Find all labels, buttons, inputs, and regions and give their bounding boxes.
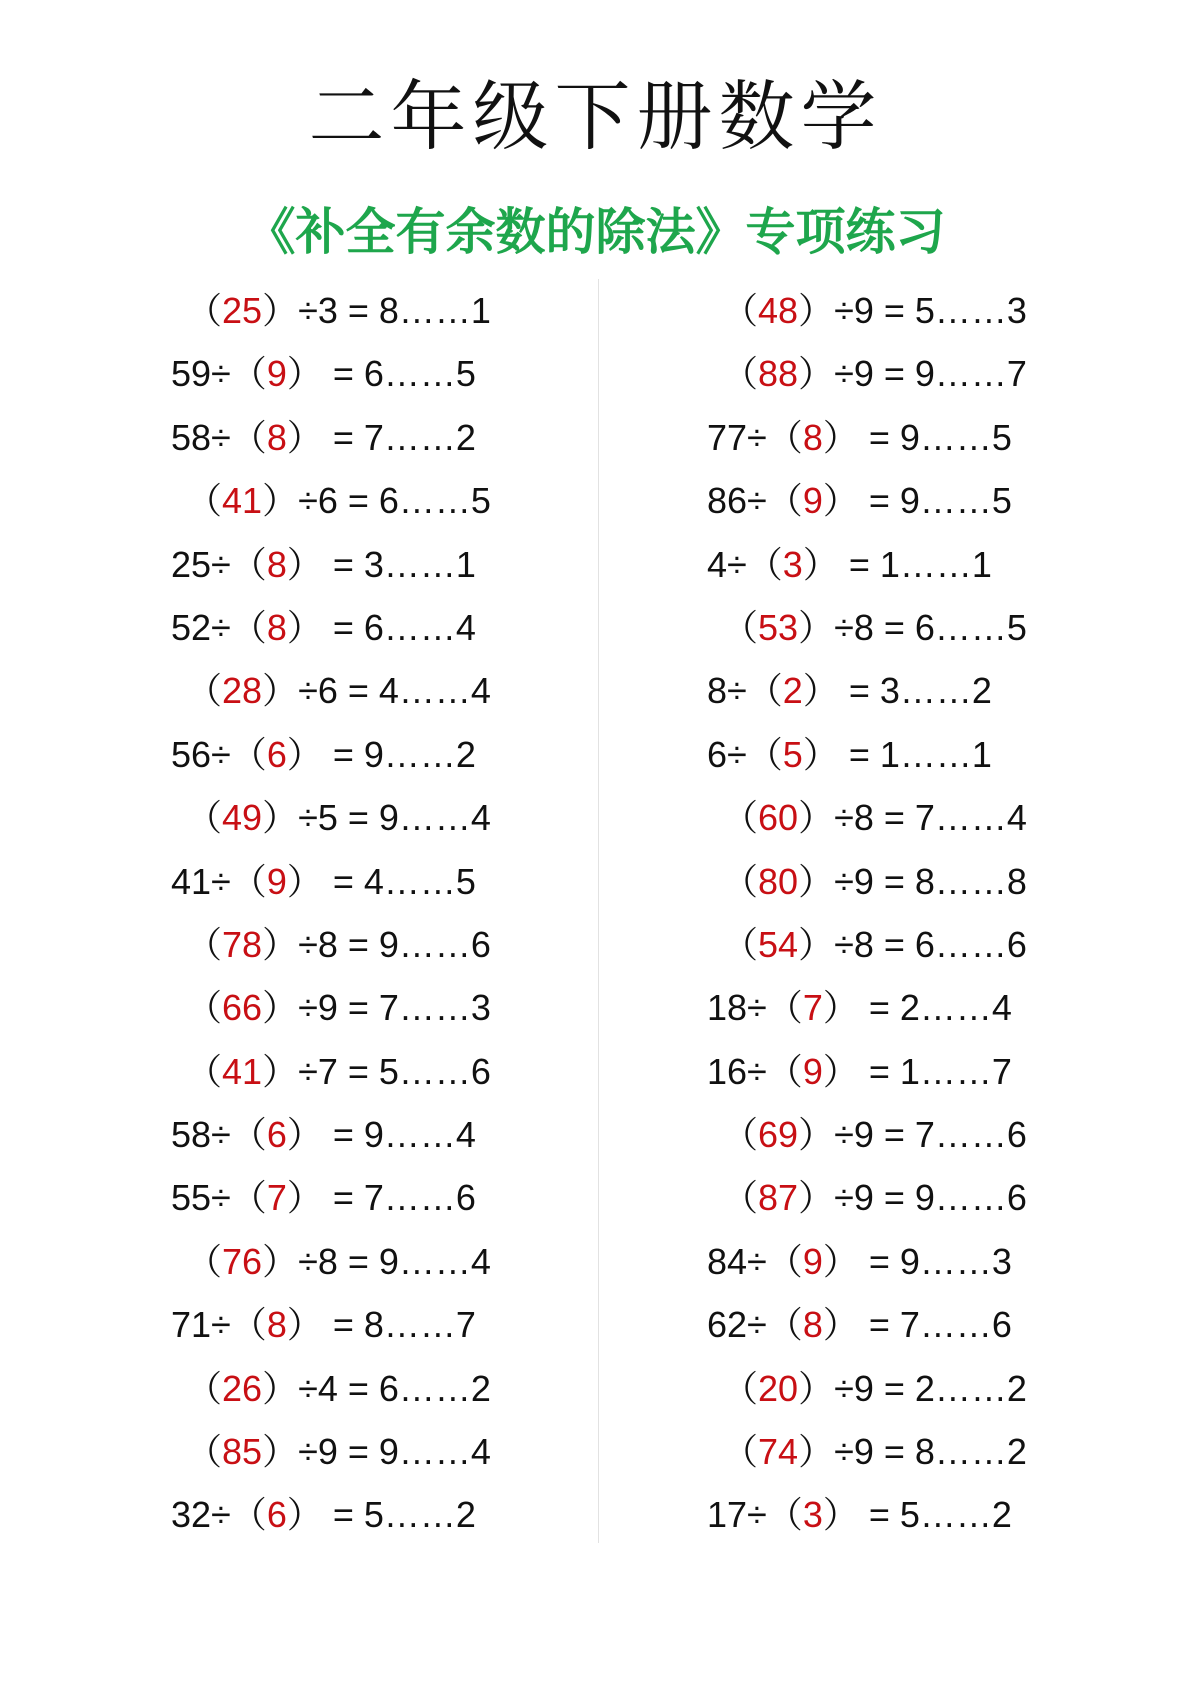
answer-value: 88 bbox=[758, 353, 799, 395]
problem-suffix: ）÷8 = 6……5 bbox=[798, 606, 1027, 648]
problem-suffix: ） = 9……5 bbox=[822, 480, 1012, 522]
answer-value: 9 bbox=[802, 1050, 823, 1092]
problem-suffix: ） = 3……1 bbox=[286, 543, 476, 585]
division-problem bbox=[707, 478, 1027, 541]
problem-prefix: 52÷（ bbox=[171, 606, 267, 648]
division-problem bbox=[707, 1302, 1027, 1365]
division-problem bbox=[171, 1112, 491, 1175]
problem-prefix: 58÷（ bbox=[171, 416, 267, 458]
problem-suffix: ）÷9 = 8……2 bbox=[798, 1431, 1027, 1473]
answer-value: 8 bbox=[266, 543, 287, 585]
problem-prefix: 71÷（ bbox=[171, 1304, 267, 1346]
answer-value: 74 bbox=[758, 1431, 799, 1473]
answer-value: 5 bbox=[782, 733, 803, 775]
problem-suffix: ）÷9 = 9……7 bbox=[798, 353, 1027, 395]
division-problem bbox=[171, 415, 491, 478]
problem-prefix: 25÷（ bbox=[171, 543, 267, 585]
problem-suffix: ） = 9……2 bbox=[286, 733, 476, 775]
problem-prefix: （ bbox=[722, 606, 759, 648]
problem-prefix: 77÷（ bbox=[707, 416, 803, 458]
division-problem bbox=[171, 1175, 491, 1238]
answer-value: 6 bbox=[266, 1494, 287, 1536]
problem-suffix: ） = 7……6 bbox=[286, 1177, 476, 1219]
problem-suffix: ）÷7 = 5……6 bbox=[262, 1050, 491, 1092]
problem-prefix: （ bbox=[722, 1431, 759, 1473]
division-problem bbox=[171, 1239, 491, 1302]
answer-value: 7 bbox=[802, 987, 823, 1029]
division-problem bbox=[707, 985, 1027, 1048]
division-problem bbox=[171, 478, 491, 541]
answer-value: 41 bbox=[222, 480, 263, 522]
answer-value: 26 bbox=[222, 1367, 263, 1409]
problem-suffix: ） = 7……6 bbox=[822, 1304, 1012, 1346]
answer-value: 25 bbox=[222, 290, 263, 331]
division-problem bbox=[707, 288, 1027, 351]
division-problem bbox=[171, 985, 491, 1048]
answer-value: 69 bbox=[758, 1114, 799, 1156]
problem-prefix: （ bbox=[186, 797, 223, 839]
problem-suffix: ）÷8 = 6……6 bbox=[798, 923, 1027, 965]
answer-value: 8 bbox=[802, 416, 823, 458]
division-problem bbox=[707, 542, 1027, 605]
problem-suffix: ）÷9 = 8……8 bbox=[798, 860, 1027, 902]
problem-prefix: （ bbox=[722, 860, 759, 902]
problem-prefix: （ bbox=[722, 923, 759, 965]
division-problem bbox=[171, 922, 491, 985]
division-problem bbox=[171, 859, 491, 922]
problem-prefix: 4÷（ bbox=[707, 543, 783, 585]
division-problem bbox=[171, 288, 491, 351]
page-title: 二年级下册数学 bbox=[308, 72, 883, 161]
answer-value: 48 bbox=[758, 290, 799, 331]
answer-value: 78 bbox=[222, 923, 263, 965]
problem-suffix: ） = 6……4 bbox=[286, 606, 476, 648]
problem-prefix: （ bbox=[722, 1114, 759, 1156]
answer-value: 80 bbox=[758, 860, 799, 902]
problem-prefix: （ bbox=[186, 290, 223, 331]
division-problem bbox=[707, 732, 1027, 795]
problem-suffix: ）÷9 = 7……3 bbox=[262, 987, 491, 1029]
answer-value: 9 bbox=[266, 860, 287, 902]
problem-prefix: 8÷（ bbox=[707, 670, 783, 712]
answer-value: 8 bbox=[802, 1304, 823, 1346]
problem-suffix: ） = 6……5 bbox=[286, 353, 476, 395]
answer-value: 3 bbox=[782, 543, 803, 585]
column-divider bbox=[598, 279, 599, 1543]
problem-prefix: 41÷（ bbox=[171, 860, 267, 902]
division-problem bbox=[171, 1302, 491, 1365]
problem-suffix: ） = 1……7 bbox=[822, 1050, 1012, 1092]
answer-value: 9 bbox=[802, 480, 823, 522]
problem-prefix: （ bbox=[186, 1240, 223, 1282]
problem-prefix: 16÷（ bbox=[707, 1050, 803, 1092]
division-problem bbox=[707, 1239, 1027, 1302]
division-problem bbox=[171, 351, 491, 414]
answer-value: 8 bbox=[266, 1304, 287, 1346]
division-problem bbox=[707, 1049, 1027, 1112]
division-problem bbox=[707, 922, 1027, 985]
problem-suffix: ）÷4 = 6……2 bbox=[262, 1367, 491, 1409]
answer-value: 54 bbox=[758, 923, 799, 965]
problem-suffix: ） = 5……2 bbox=[822, 1494, 1012, 1536]
problem-prefix: （ bbox=[186, 1050, 223, 1092]
division-problem bbox=[707, 1175, 1027, 1238]
problem-prefix: （ bbox=[722, 1177, 759, 1219]
division-problem bbox=[171, 668, 491, 731]
division-problem bbox=[707, 1112, 1027, 1175]
problem-suffix: ）÷9 = 7……6 bbox=[798, 1114, 1027, 1156]
division-problem bbox=[171, 542, 491, 605]
problem-suffix: ）÷9 = 5……3 bbox=[798, 290, 1027, 331]
problem-suffix: ）÷3 = 8……1 bbox=[262, 290, 491, 331]
problem-suffix: ） = 2……4 bbox=[822, 987, 1012, 1029]
answer-value: 85 bbox=[222, 1431, 263, 1473]
problem-suffix: ）÷8 = 9……4 bbox=[262, 1240, 491, 1282]
problem-prefix: （ bbox=[186, 987, 223, 1029]
left-problem-column bbox=[171, 288, 491, 1556]
problem-suffix: ） = 9……3 bbox=[822, 1240, 1012, 1282]
problem-suffix: ）÷8 = 9……6 bbox=[262, 923, 491, 965]
answer-value: 9 bbox=[266, 353, 287, 395]
problem-suffix: ）÷8 = 7……4 bbox=[798, 797, 1027, 839]
division-problem bbox=[171, 605, 491, 668]
problem-prefix: 6÷（ bbox=[707, 733, 783, 775]
answer-value: 20 bbox=[758, 1367, 799, 1409]
problem-prefix: 86÷（ bbox=[707, 480, 803, 522]
problem-suffix: ） = 7……2 bbox=[286, 416, 476, 458]
division-problem bbox=[171, 1049, 491, 1112]
answer-value: 41 bbox=[222, 1050, 263, 1092]
division-problem bbox=[707, 351, 1027, 414]
problem-suffix: ） = 9……4 bbox=[286, 1114, 476, 1156]
problem-prefix: （ bbox=[186, 1431, 223, 1473]
problem-suffix: ）÷6 = 4……4 bbox=[262, 670, 491, 712]
problem-suffix: ） = 1……1 bbox=[802, 733, 992, 775]
problem-prefix: 62÷（ bbox=[707, 1304, 803, 1346]
problem-prefix: 59÷（ bbox=[171, 353, 267, 395]
answer-value: 28 bbox=[222, 670, 263, 712]
problem-suffix: ）÷9 = 9……4 bbox=[262, 1431, 491, 1473]
problem-prefix: （ bbox=[722, 290, 759, 331]
division-problem bbox=[707, 795, 1027, 858]
problem-suffix: ）÷6 = 6……5 bbox=[262, 480, 491, 522]
problem-prefix: （ bbox=[186, 923, 223, 965]
answer-value: 6 bbox=[266, 1114, 287, 1156]
answer-value: 49 bbox=[222, 797, 263, 839]
division-problem bbox=[171, 1429, 491, 1492]
answer-value: 8 bbox=[266, 416, 287, 458]
problem-suffix: ）÷9 = 9……6 bbox=[798, 1177, 1027, 1219]
problem-prefix: （ bbox=[186, 1367, 223, 1409]
division-problem bbox=[171, 732, 491, 795]
problem-suffix: ） = 4……5 bbox=[286, 860, 476, 902]
answer-value: 7 bbox=[266, 1177, 287, 1219]
answer-value: 3 bbox=[802, 1494, 823, 1536]
answer-value: 60 bbox=[758, 797, 799, 839]
problem-suffix: ） = 1……1 bbox=[802, 543, 992, 585]
division-problem bbox=[707, 1429, 1027, 1492]
answer-value: 76 bbox=[222, 1240, 263, 1282]
division-problem bbox=[171, 1366, 491, 1429]
division-problem bbox=[707, 859, 1027, 922]
division-problem bbox=[707, 668, 1027, 731]
problem-prefix: （ bbox=[186, 480, 223, 522]
problem-prefix: （ bbox=[722, 797, 759, 839]
problem-prefix: （ bbox=[722, 353, 759, 395]
problem-prefix: 32÷（ bbox=[171, 1494, 267, 1536]
problem-prefix: 55÷（ bbox=[171, 1177, 267, 1219]
problem-prefix: 58÷（ bbox=[171, 1114, 267, 1156]
division-problem bbox=[707, 1492, 1027, 1555]
right-problem-column bbox=[707, 288, 1027, 1556]
problem-prefix: 18÷（ bbox=[707, 987, 803, 1029]
problem-prefix: 17÷（ bbox=[707, 1494, 803, 1536]
division-problem bbox=[171, 795, 491, 858]
answer-value: 53 bbox=[758, 606, 799, 648]
worksheet-subtitle: 《补全有余数的除法》专项练习 bbox=[245, 204, 946, 260]
problem-prefix: 84÷（ bbox=[707, 1240, 803, 1282]
answer-value: 2 bbox=[782, 670, 803, 712]
answer-value: 87 bbox=[758, 1177, 799, 1219]
answer-value: 8 bbox=[266, 606, 287, 648]
problem-prefix: （ bbox=[186, 670, 223, 712]
answer-value: 6 bbox=[266, 733, 287, 775]
problem-suffix: ）÷5 = 9……4 bbox=[262, 797, 491, 839]
division-problem bbox=[707, 605, 1027, 668]
division-problem bbox=[707, 415, 1027, 478]
problem-suffix: ） = 8……7 bbox=[286, 1304, 476, 1346]
answer-value: 66 bbox=[222, 987, 263, 1029]
problem-suffix: ） = 3……2 bbox=[802, 670, 992, 712]
division-problem bbox=[171, 1492, 491, 1555]
division-problem bbox=[707, 1366, 1027, 1429]
problem-suffix: ） = 5……2 bbox=[286, 1494, 476, 1536]
problem-prefix: 56÷（ bbox=[171, 733, 267, 775]
problem-suffix: ）÷9 = 2……2 bbox=[798, 1367, 1027, 1409]
problem-prefix: （ bbox=[722, 1367, 759, 1409]
problem-suffix: ） = 9……5 bbox=[822, 416, 1012, 458]
answer-value: 9 bbox=[802, 1240, 823, 1282]
